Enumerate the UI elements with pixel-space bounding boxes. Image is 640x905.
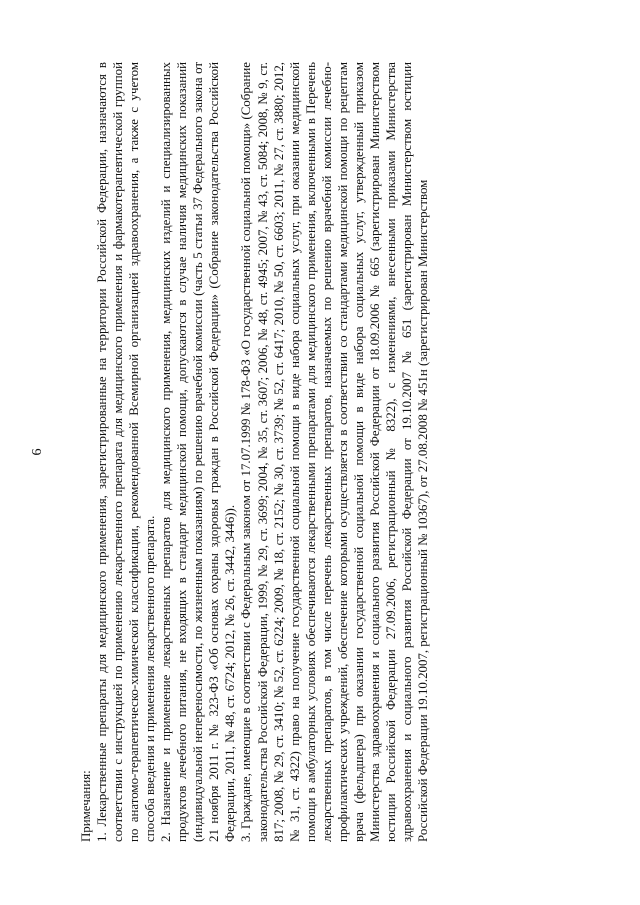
note-item-1: 1. Лекарственные препараты для медицинского применения, зарегистрированные на территории Российской Федерации, назначаются в соответствии с инструкцией по применению лекарственного препарата для медицинского применения и фармакотерапевтической группой по анатомо-терапевтическо-химической классификации, рекомендованной Всемирной организацией здравоохранения, а также с учетом способа введения и применения лекарственного препарата. [95, 62, 158, 842]
notes-title: Примечания: [79, 770, 93, 842]
note-item-2: 2. Назначение и применение лекарственных препаратов для медицинского применения, медицинских изделий и специализированных продуктов лечебного питания, не входящих в стандарт медицинской помощи, допускаются в случае наличия медицинских показаний (индивидуальной непереносимости, по жизненным показаниям) по решению врачебной комиссии (часть 5 статьи 37 Федерального закона от 21 ноября 2011 г. № 323-ФЗ «Об основах охраны здоровья граждан в Российской Федерации» (Собрание законодательства Российской Федерации, 2011, № 48, ст. 6724; 2012, № 26, ст. 3442, 3446)). [159, 62, 238, 842]
note-item-3: 3. Граждане, имеющие в соответствии с Федеральным законом от 17.07.1999 № 178-ФЗ «О государственной социальной помощи» (Собрание законодательства Российской Федерации, 1999, № 29, ст. 3699; 2004, № 35, ст. 3607; 2006, № 48, ст. 4945; 2007, № 43, ст. 5084; 2008, № 9, ст. 817; 2008, № 29, ст. 3410; № 52, ст. 6224; 2009, № 18, ст. 2152; № 30, ст. 3739; № 52, ст. 6417; 2010, № 50, ст. 6603; 2011, № 27, ст. 3880; 2012, № 31, ст. 4322) право на получение государственной социальной помощи в виде набора социальных услуг, при оказании медицинской помощи в амбулаторных условиях обеспечиваются лекарственными препаратами для медицинского применения, включенными в Перечень лекарственных препаратов, в том числе перечень лекарственных препаратов, назначаемых по решению врачебной комиссии лечебно-профилактических учреждений, обеспечение которыми осуществляется в соответствии со стандартами медицинской помощи по рецептам врача (фельдшера) при оказании государственной социальной помощи в виде набора социальных услуг, утвержденный приказом Министерства здравоохранения и социального развития Российской Федерации от 18.09.2006 № 665 (зарегистрирован Министерством юстиции Российской Федерации 27.09.2006, регистрационный № 8322), с изменениями, внесенными приказами Министерства здравоохранения и социального развития Российской Федерации от 19.10.2007 № 651 (зарегистрирован Министерством юстиции Российской Федерации 19.10.2007, регистрационный № 10367), от 27.08.2008 № 451н (зарегистрирован Министерством [239, 62, 430, 842]
rotated-notes-block [78, 62, 562, 842]
notes-section [78, 62, 431, 842]
page-number: 6 [30, 448, 45, 456]
